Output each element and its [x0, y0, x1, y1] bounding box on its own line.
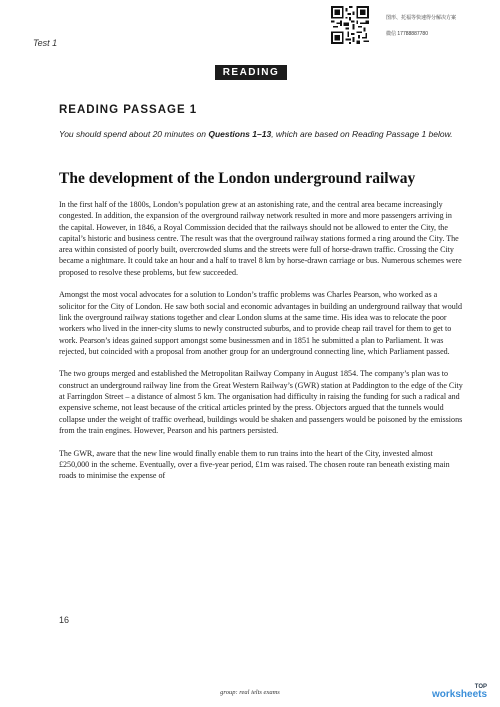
brand-logo-top: TOP: [474, 684, 488, 690]
test-label: Test 1: [33, 38, 58, 48]
article-title: The development of the London underground railway: [59, 170, 416, 187]
article-body: [59, 199, 463, 493]
section-badge: READING: [215, 65, 287, 80]
qr-code-icon: [331, 6, 369, 44]
instructions-before: You should spend about 20 minutes on: [59, 129, 209, 139]
qr-caption: 图形、托福等快速得分解决方案: [386, 15, 457, 21]
passage-heading: READING PASSAGE 1: [59, 104, 198, 116]
instructions: [59, 128, 459, 140]
page-number: 16: [59, 615, 70, 625]
instructions-after: , which are based on Reading Passage 1 below.: [271, 129, 453, 139]
brand-logo: [432, 683, 487, 699]
paragraph: In the first half of the 1800s, London’s population grew at an astonishing rate, and the central area became increasingly congested. In addition, the expansion of the overground railway network resulted in more and more passengers arriving in the capital. However, in 1846, a Royal Commission decided that the railways should not be allowed to enter the City, the capital’s historic and business centre. The result was that the overground railway stations formed a ring around the City. The area within consisted of poorly built, overcrowded slums and the streets were full of horse-drawn traffic. Crossing the City became a nightmare. It could take an hour and a half to travel 8 km by horse-drawn carriage or bus. Numerous schemes were proposed to resolve these problems, but few succeeded.: [59, 200, 462, 277]
paragraph: Amongst the most vocal advocates for a solution to London’s traffic problems was Charles Pearson, who worked as a solicitor for the City of London. He saw both social and economic advantages in building an underground railway that would link the overground railway stations together and clear London slums at the same time. His idea was to relocate the poor workers who lived in the inner-city slums to newly constructed suburbs, and to provide cheap rail travel for them to get to work. Pearson’s ideas gained support amongst some businessmen and in 1851 he submitted a plan to Parliament. It was rejected, but coincided with a proposal from another group for an underground connecting line, which Parliament passed.: [59, 290, 463, 356]
paragraph: The two groups merged and established the Metropolitan Railway Company in August 1854. The company’s plan was to construct an underground railway line from the Great Western Railway’s (GWR) station at Paddington to the edge of the City at Farringdon Street – a distance of almost 5 km. The organisation had difficulty in raising the funding for such a radical and expensive scheme, not least because of the critical articles printed by the press. Objectors argued that the tunnels would collapse under the weight of traffic overhead, buildings would be shaken and passengers would be poisoned by the emissions from the train engines. However, Pearson and his partners persisted.: [59, 369, 463, 435]
brand-logo-main: worksheets: [432, 689, 488, 700]
instructions-questions: Questions 1–13: [208, 129, 272, 139]
footer-group-label: group: real ielts exams: [220, 689, 280, 696]
qr-contact: 微信 17788887780: [386, 31, 428, 37]
paragraph: The GWR, aware that the new line would finally enable them to run trains into the heart of the City, invested almost £250,000 in the scheme. Eventually, over a five-year period, £1m was raised. The chosen route ran beneath existing main roads to minimise the expense of: [59, 448, 450, 481]
